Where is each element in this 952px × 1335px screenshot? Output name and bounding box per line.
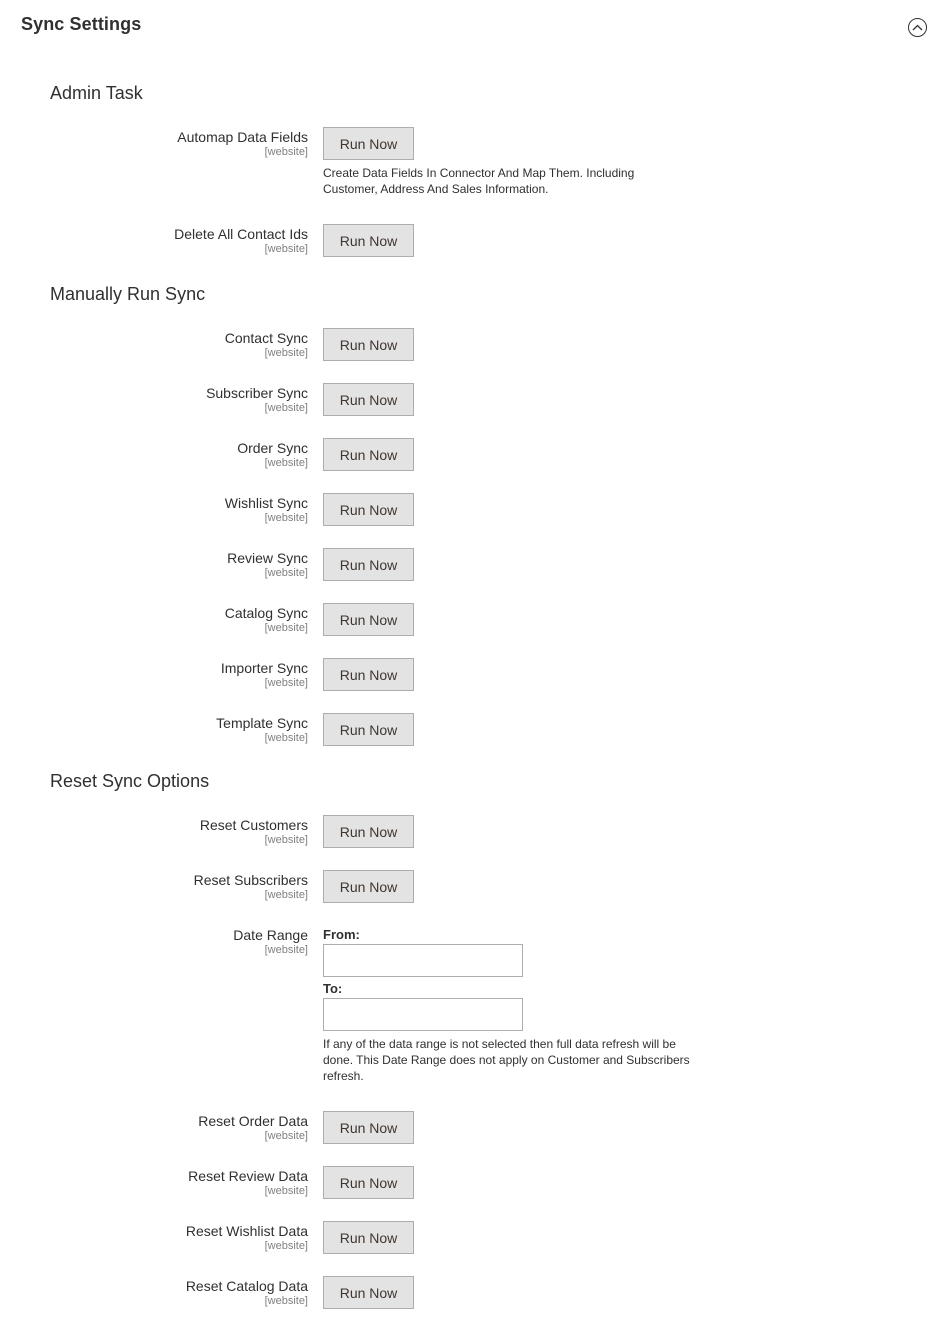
scope-label: [website] xyxy=(264,1295,308,1307)
note-line: If any of the data range is not selected then full data refresh will be xyxy=(323,1037,676,1051)
group-title-manual-sync: Manually Run Sync xyxy=(50,284,206,304)
group-title-reset-sync: Reset Sync Options xyxy=(50,771,210,791)
run-now-button[interactable]: Run Now xyxy=(323,1166,414,1199)
group-title-admin-task: Admin Task xyxy=(50,83,143,103)
field-label: Contact Sync xyxy=(224,330,308,346)
field-label: Delete All Contact Ids xyxy=(174,226,308,242)
collapse-section-button[interactable] xyxy=(908,18,927,37)
field-label: Catalog Sync xyxy=(224,605,308,621)
scope-label: [website] xyxy=(264,622,308,634)
scope-label: [website] xyxy=(264,889,308,901)
date-to-input[interactable] xyxy=(323,998,523,1031)
note-line: Customer, Address And Sales Information. xyxy=(323,182,549,196)
scope-label: [website] xyxy=(264,732,308,744)
scope-label: [website] xyxy=(264,347,308,359)
field-label: Date Range xyxy=(233,927,308,943)
run-now-button[interactable]: Run Now xyxy=(323,548,414,581)
run-now-button[interactable]: Run Now xyxy=(323,438,414,471)
scope-label: [website] xyxy=(264,1185,308,1197)
scope-label: [website] xyxy=(264,1240,308,1252)
run-now-button[interactable]: Run Now xyxy=(323,815,414,848)
field-label: Reset Subscribers xyxy=(193,872,308,888)
date-from-input[interactable] xyxy=(323,944,523,977)
date-range-note xyxy=(323,1036,690,1084)
field-label: Subscriber Sync xyxy=(206,385,308,401)
section-title: Sync Settings xyxy=(21,14,142,34)
field-label: Reset Order Data xyxy=(198,1113,308,1129)
run-now-button[interactable]: Run Now xyxy=(323,127,414,160)
scope-label: [website] xyxy=(264,146,308,158)
scope-label: [website] xyxy=(264,834,308,846)
field-label: Reset Wishlist Data xyxy=(185,1223,308,1239)
field-label: Reset Catalog Data xyxy=(185,1278,308,1294)
field-label: Review Sync xyxy=(227,550,308,566)
scope-label: [website] xyxy=(264,512,308,524)
run-now-button[interactable]: Run Now xyxy=(323,493,414,526)
run-now-button[interactable]: Run Now xyxy=(323,224,414,257)
scope-label: [website] xyxy=(264,944,308,956)
run-now-button[interactable]: Run Now xyxy=(323,870,414,903)
field-note xyxy=(323,165,634,197)
to-label: To: xyxy=(323,981,343,996)
field-label: Reset Customers xyxy=(199,817,308,833)
scope-label: [website] xyxy=(264,457,308,469)
note-line: refresh. xyxy=(323,1069,364,1083)
field-label: Order Sync xyxy=(237,440,308,456)
field-label: Importer Sync xyxy=(220,660,308,676)
run-now-button[interactable]: Run Now xyxy=(323,1111,414,1144)
scope-label: [website] xyxy=(264,677,308,689)
run-now-button[interactable]: Run Now xyxy=(323,658,414,691)
scope-label: [website] xyxy=(264,567,308,579)
run-now-button[interactable]: Run Now xyxy=(323,328,414,361)
run-now-button[interactable]: Run Now xyxy=(323,1276,414,1309)
run-now-button[interactable]: Run Now xyxy=(323,713,414,746)
run-now-button[interactable]: Run Now xyxy=(323,603,414,636)
scope-label: [website] xyxy=(264,243,308,255)
run-now-button[interactable]: Run Now xyxy=(323,1221,414,1254)
note-line: done. This Date Range does not apply on Customer and Subscribers xyxy=(323,1053,690,1067)
run-now-button[interactable]: Run Now xyxy=(323,383,414,416)
field-label: Reset Review Data xyxy=(188,1168,308,1184)
scope-label: [website] xyxy=(264,1130,308,1142)
field-label: Wishlist Sync xyxy=(224,495,308,511)
chevron-up-circle-icon xyxy=(912,24,923,31)
note-line: Create Data Fields In Connector And Map Them. Including xyxy=(323,166,635,180)
scope-label: [website] xyxy=(264,402,308,414)
from-label: From: xyxy=(323,927,360,942)
field-label: Template Sync xyxy=(216,715,308,731)
field-label: Automap Data Fields xyxy=(177,129,308,145)
